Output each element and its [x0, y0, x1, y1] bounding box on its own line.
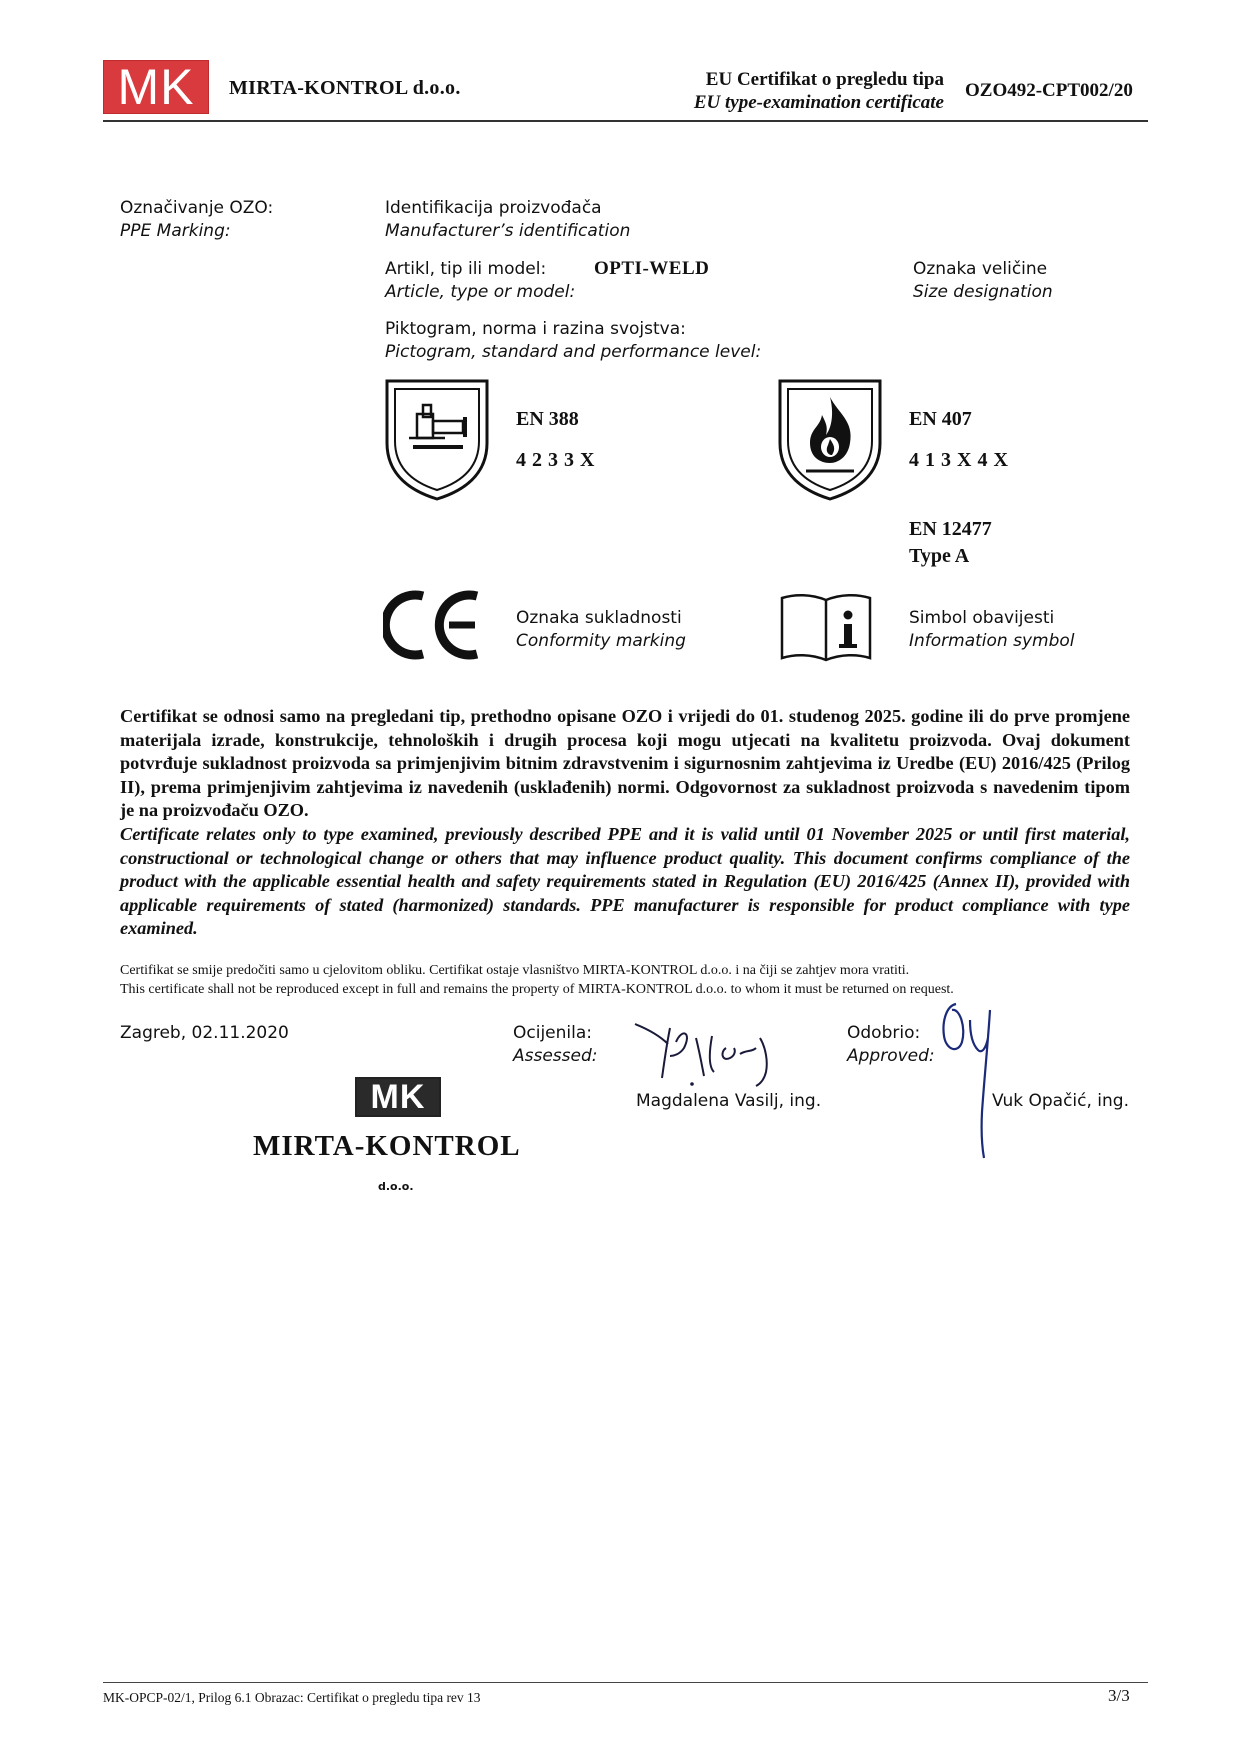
manufacturer-id-label [385, 197, 630, 243]
approved-label-en: Approved: [847, 1046, 935, 1066]
approved-label-hr: Odobrio: [847, 1023, 921, 1043]
place-date: Zagreb, 02.11.2020 [120, 1023, 289, 1043]
article-label-hr: Artikl, tip ili model: [385, 259, 547, 279]
size-designation-label [913, 258, 1053, 304]
stamp-company-name: MIRTA-KONTROL [253, 1130, 521, 1162]
page-number: 3/3 [1108, 1686, 1130, 1705]
footer-divider [103, 1682, 1148, 1683]
company-name: MIRTA-KONTROL d.o.o. [229, 77, 461, 99]
conformity-marking-en: Conformity marking [516, 631, 686, 651]
assessed-label-hr: Ocijenila: [513, 1023, 592, 1043]
pictogram-label [385, 318, 761, 364]
pictogram-label-en: Pictogram, standard and performance level: [385, 342, 762, 362]
ce-mark-icon [383, 590, 483, 660]
reproduction-notice-hr: Certifikat se smije predočiti samo u cjelovitom obliku. Certifikat ostaje vlasništvo MIRTA-KONTROL d.o.o. i na čiji se zahtjev mora vratiti. [120, 963, 910, 978]
manufacturer-id-en: Manufacturer’s identification [385, 221, 631, 241]
form-reference: MK-OPCP-02/1, Prilog 6.1 Obrazac: Certifikat o pregledu tipa rev 13 [103, 1690, 481, 1705]
article-label-en: Article, type or model: [385, 282, 576, 302]
en407-norm: EN 407 [909, 408, 972, 430]
approver-name: Vuk Opačić, ing. [992, 1091, 1130, 1111]
header-divider [103, 120, 1148, 122]
certificate-number: OZO492-CPT002/20 [965, 80, 1133, 101]
en12477-norm: EN 12477 [909, 518, 992, 540]
stamp-logo: MK [355, 1077, 441, 1117]
conformity-marking-label [516, 607, 686, 653]
manufacturer-id-hr: Identifikacija proizvođača [385, 198, 602, 218]
assessed-label [513, 1022, 598, 1068]
assessed-label-en: Assessed: [513, 1046, 598, 1066]
certificate-title-hr: EU Certifikat o pregledu tipa [705, 69, 944, 90]
en12477-type: Type A [909, 545, 970, 567]
information-symbol-label [909, 607, 1075, 653]
information-symbol-hr: Simbol obavijesti [909, 608, 1055, 628]
article-label [385, 258, 575, 304]
certificate-title-en: EU type-examination certificate [693, 92, 944, 113]
approved-label [847, 1022, 935, 1068]
certificate-title [694, 68, 944, 114]
certificate-statement-hr: Certifikat se odnosi samo na pregledani tip, prethodno opisane OZO i vrijedi do 01. studenog 2025. godine ili do prve promjene materijala izrade, konstrukcije, tehnoloških i drugih procesa koji mogu utjecati na kvalitetu proizvoda. Ovaj dokument potvrđuje sukladnost proizvoda sa primjenjivim bitnim zdravstvenim i sigurnosnim zahtjevima iz Uredbe (EU) 2016/425 (Prilog II), prema primjenjivim zahtjevima iz navedenih (usklađenih) normi. Odgovornost za sukladnost proizvoda s navedenim tipom je na proizvođaču OZO. [120, 706, 1130, 821]
flame-shield-icon [776, 377, 884, 502]
ppe-marking-label [120, 197, 273, 243]
en388-norm: EN 388 [516, 408, 579, 430]
stamp-suffix: d.o.o. [378, 1180, 414, 1193]
ppe-marking-label-hr: Označivanje OZO: [120, 198, 274, 218]
pictogram-label-hr: Piktogram, norma i razina svojstva: [385, 319, 686, 339]
en388-level: 4233X [516, 449, 601, 471]
reproduction-notice [120, 961, 954, 999]
approver-signature [936, 1002, 1006, 1162]
article-value: OPTI-WELD [594, 258, 710, 279]
hammer-shield-icon [383, 377, 491, 502]
conformity-marking-hr: Oznaka sukladnosti [516, 608, 682, 628]
assessor-name: Magdalena Vasilj, ing. [636, 1091, 822, 1111]
en407-level: 413X4X [909, 449, 1014, 471]
certificate-statement-en: Certificate relates only to type examined, previously described PPE and it is valid until 01 November 2025 or until first material, constructional or technological change or others that may influence product quality. This document confirms compliance of the product with the applicable essential health and safety requirements stated in Regulation (EU) 2016/425 (Annex II), provided with applicable requirements of stated (harmonized) standards. PPE manufacturer is responsible for product compliance with type examined. [120, 823, 1130, 939]
certificate-statement [120, 705, 1130, 941]
assessor-signature [630, 1018, 790, 1098]
company-logo: MK [103, 60, 209, 114]
reproduction-notice-en: This certificate shall not be reproduced except in full and remains the property of MIRTA-KONTROL d.o.o. to whom it must be returned on request. [120, 982, 954, 997]
info-book-icon [779, 592, 873, 664]
size-designation-en: Size designation [913, 282, 1053, 302]
size-designation-hr: Oznaka veličine [913, 259, 1048, 279]
ppe-marking-label-en: PPE Marking: [120, 221, 231, 241]
information-symbol-en: Information symbol [909, 631, 1075, 651]
